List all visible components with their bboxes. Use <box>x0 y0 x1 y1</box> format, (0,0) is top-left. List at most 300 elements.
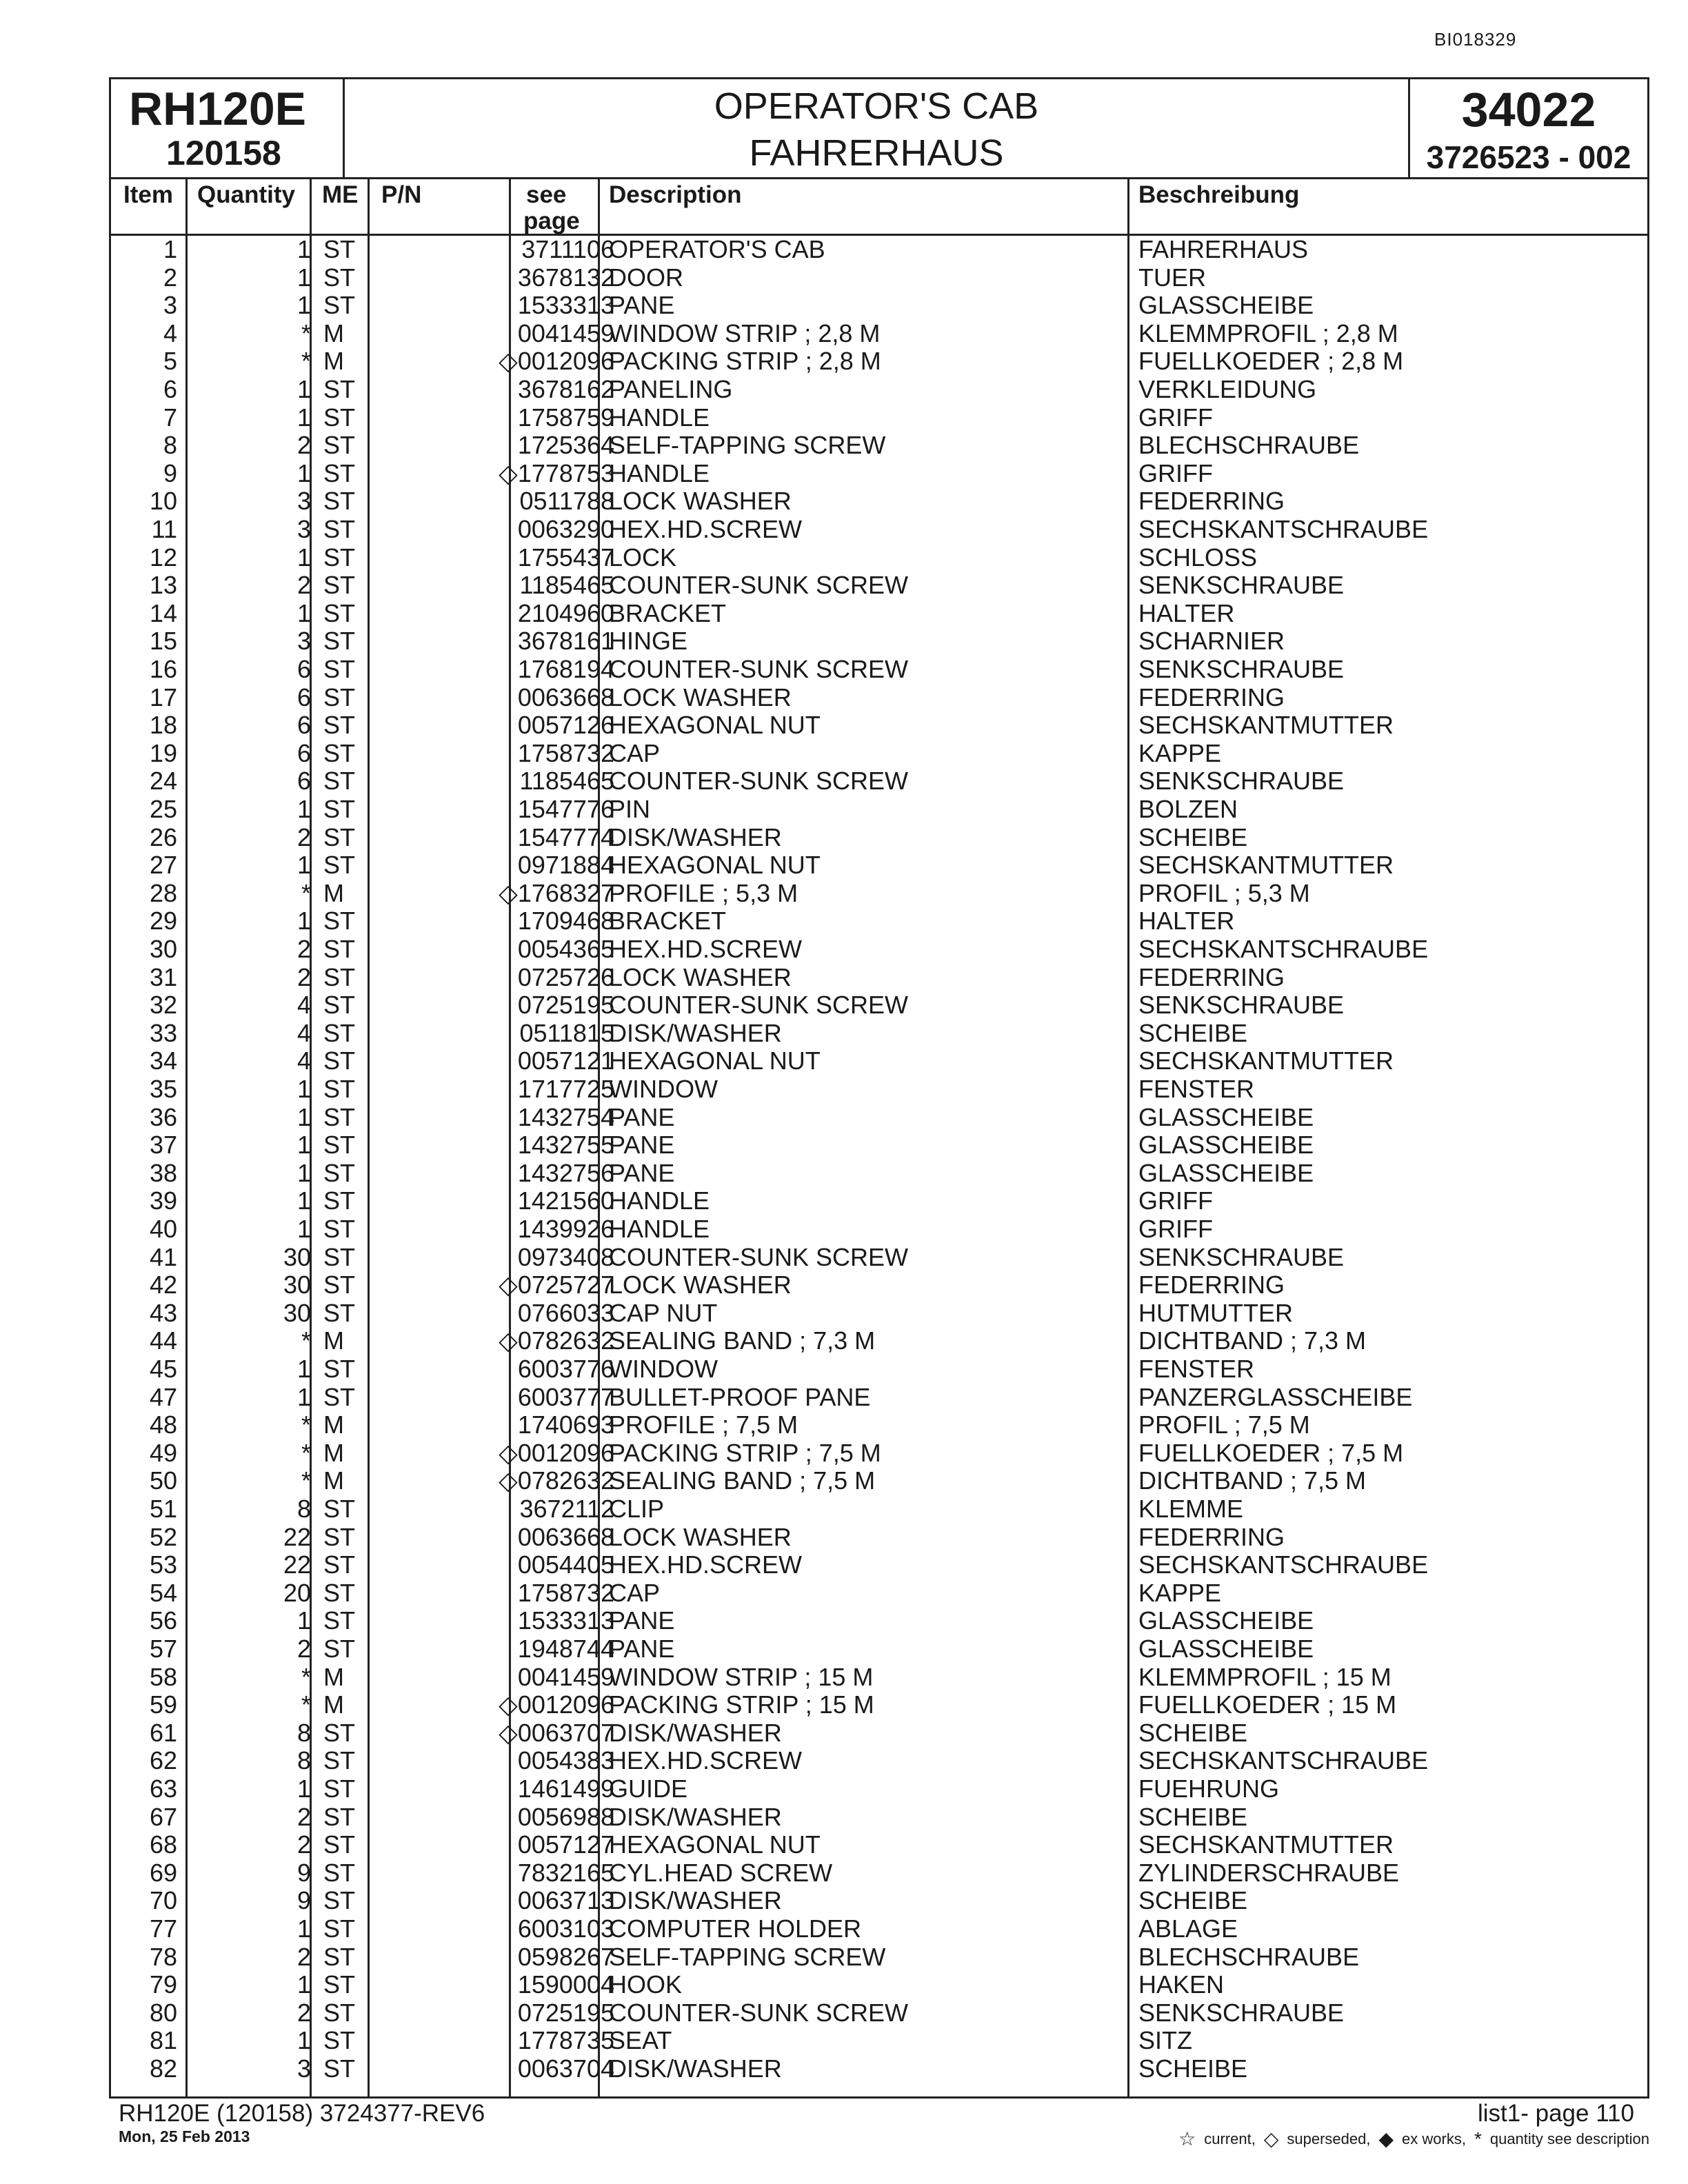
part-number: 1185465 <box>519 571 614 600</box>
quantity: 1 <box>297 403 311 432</box>
unit: M <box>323 878 344 907</box>
beschreibung: GRIFF <box>1138 1186 1213 1215</box>
table-row <box>111 1047 1647 1075</box>
description: PROFILE ; 5,3 M <box>609 878 798 907</box>
beschreibung: HAKEN <box>1138 1970 1225 1999</box>
quantity: 2 <box>297 822 311 851</box>
item-number: 10 <box>149 487 177 516</box>
table-row <box>111 1943 1647 1972</box>
item-number: 54 <box>149 1578 177 1607</box>
part-number: 1717725 <box>517 1075 614 1103</box>
table-row <box>111 1635 1647 1664</box>
quantity: 2 <box>297 1942 311 1971</box>
item-number: 9 <box>163 458 177 487</box>
quantity: 30 <box>283 1298 311 1327</box>
unit: ST <box>323 851 356 880</box>
description: HEXAGONAL NUT <box>609 1830 821 1859</box>
beschreibung: KLEMMPROFIL ; 15 M <box>1138 1662 1391 1691</box>
item-number: 34 <box>149 1046 177 1075</box>
item-number: 38 <box>149 1158 177 1187</box>
table-row <box>111 347 1647 376</box>
part-number: 1547776 <box>517 795 614 823</box>
beschreibung: SENKSCHRAUBE <box>1138 767 1345 796</box>
part-number: ◇0012096 <box>499 347 614 376</box>
star-outline-icon: ☆ <box>1178 2128 1196 2150</box>
table-row <box>111 1495 1647 1524</box>
item-number: 2 <box>163 263 177 292</box>
beschreibung: PROFIL ; 7,5 M <box>1138 1410 1310 1439</box>
unit: ST <box>323 1522 356 1551</box>
unit: ST <box>323 1718 356 1747</box>
unit: ST <box>323 598 356 627</box>
description: PANE <box>609 1158 675 1187</box>
beschreibung: FEDERRING <box>1138 487 1285 516</box>
description: CAP <box>609 738 661 767</box>
item-number: 32 <box>149 991 177 1020</box>
quantity: * <box>301 1466 311 1495</box>
item-number: 52 <box>149 1522 177 1551</box>
beschreibung: GLASSCHEIBE <box>1138 1131 1314 1160</box>
part-number: 1590004 <box>517 1970 614 1999</box>
part-number: 0054365 <box>517 935 614 963</box>
part-number: 0041459 <box>517 1662 614 1691</box>
unit: ST <box>323 907 356 936</box>
quantity: 20 <box>283 1578 311 1607</box>
unit: ST <box>323 682 356 711</box>
quantity: 1 <box>297 2026 311 2055</box>
beschreibung: SCHEIBE <box>1138 822 1248 851</box>
beschreibung: SCHEIBE <box>1138 1718 1248 1747</box>
beschreibung: TUER <box>1138 263 1206 292</box>
description: CAP <box>609 1578 661 1607</box>
part-number: 0041459 <box>517 318 614 347</box>
item-number: 17 <box>149 682 177 711</box>
beschreibung: FEDERRING <box>1138 1271 1285 1300</box>
table-row <box>111 292 1647 320</box>
part-number: 3678162 <box>517 375 614 403</box>
table-row <box>111 964 1647 992</box>
description: SELF-TAPPING SCREW <box>609 431 886 460</box>
unit: ST <box>323 235 356 263</box>
part-number: 0063290 <box>517 515 614 543</box>
column-header-me: ME <box>322 181 359 208</box>
beschreibung: ABLAGE <box>1138 1914 1238 1943</box>
beschreibung: KLEMME <box>1138 1495 1244 1523</box>
item-number: 79 <box>149 1970 177 1999</box>
part-number: 0057121 <box>517 1046 614 1075</box>
unit: M <box>323 1690 344 1719</box>
unit: ST <box>323 711 356 740</box>
item-number: 7 <box>163 403 177 432</box>
table-row <box>111 1999 1647 2028</box>
part-number: ◇0782632 <box>499 1466 614 1495</box>
table-row <box>111 516 1647 544</box>
description: HEX.HD.SCREW <box>609 1746 803 1775</box>
table-row <box>111 1719 1647 1748</box>
quantity: 1 <box>297 1186 311 1215</box>
beschreibung: SCHLOSS <box>1138 543 1258 572</box>
item-number: 63 <box>149 1775 177 1803</box>
description: DISK/WASHER <box>609 1018 782 1047</box>
beschreibung: DICHTBAND ; 7,5 M <box>1138 1466 1367 1495</box>
part-number: 0725195 <box>517 1998 614 2027</box>
item-number: 13 <box>149 571 177 600</box>
table-row <box>111 851 1647 880</box>
beschreibung: SECHSKANTSCHRAUBE <box>1138 1746 1429 1775</box>
beschreibung: FUELLKOEDER ; 2,8 M <box>1138 347 1404 376</box>
quantity: 3 <box>297 515 311 543</box>
quantity: 30 <box>283 1271 311 1300</box>
column-header-pn: P/N <box>381 181 422 208</box>
table-row <box>111 1971 1647 1999</box>
item-number: 82 <box>149 2054 177 2083</box>
item-number: 16 <box>149 655 177 683</box>
table-row <box>111 1524 1647 1552</box>
beschreibung: GLASSCHEIBE <box>1138 1158 1314 1187</box>
item-number: 62 <box>149 1746 177 1775</box>
description: HANDLE <box>609 1215 710 1243</box>
unit: ST <box>323 1495 356 1523</box>
quantity: 1 <box>297 851 311 880</box>
header-block <box>111 79 1647 179</box>
quantity: 1 <box>297 375 311 403</box>
description: HOOK <box>609 1970 683 1999</box>
beschreibung: SCHEIBE <box>1138 1802 1248 1831</box>
beschreibung: HALTER <box>1138 598 1235 627</box>
beschreibung: KAPPE <box>1138 1578 1222 1607</box>
group-number: 34022 <box>1461 83 1596 136</box>
quantity: * <box>301 1410 311 1439</box>
footer-date: Mon, 25 Feb 2013 <box>119 2127 250 2145</box>
unit: M <box>323 1410 344 1439</box>
description: DISK/WASHER <box>609 1718 782 1747</box>
table-row <box>111 1215 1647 1244</box>
quantity: 9 <box>297 1858 311 1887</box>
part-number: ◇0782632 <box>499 1326 614 1355</box>
description: DISK/WASHER <box>609 1886 782 1915</box>
table-row <box>111 1887 1647 1915</box>
serial-number: 120158 <box>166 134 281 172</box>
description: LOCK WASHER <box>609 487 792 516</box>
unit: ST <box>323 2026 356 2055</box>
footer-page: list1- page 110 <box>1477 2100 1634 2127</box>
part-number: 1432754 <box>517 1102 614 1131</box>
part-number: ◇0063707 <box>499 1718 614 1747</box>
description: BRACKET <box>609 598 727 627</box>
description: HEXAGONAL NUT <box>609 1046 821 1075</box>
table-row <box>111 907 1647 936</box>
item-number: 18 <box>149 711 177 740</box>
part-number: 3672112 <box>519 1495 614 1523</box>
part-number: 1533313 <box>517 1606 614 1635</box>
table-row <box>111 1664 1647 1692</box>
column-header-page: page <box>523 208 580 234</box>
table-row <box>111 656 1647 684</box>
description: CLIP <box>609 1495 665 1523</box>
description: DISK/WASHER <box>609 822 782 851</box>
beschreibung: GLASSCHEIBE <box>1138 1102 1314 1131</box>
beschreibung: FUELLKOEDER ; 7,5 M <box>1138 1438 1404 1467</box>
table-row <box>111 600 1647 628</box>
quantity: 1 <box>297 1970 311 1999</box>
beschreibung: KLEMMPROFIL ; 2,8 M <box>1138 318 1398 347</box>
part-number: 0973408 <box>517 1242 614 1271</box>
description: SEALING BAND ; 7,3 M <box>609 1326 876 1355</box>
unit: ST <box>323 1215 356 1243</box>
part-number: 6003777 <box>517 1382 614 1411</box>
description: DOOR <box>609 263 683 292</box>
part-number: 1432756 <box>517 1158 614 1187</box>
table-row <box>111 1075 1647 1104</box>
table-row <box>111 824 1647 852</box>
part-number: 0056988 <box>517 1802 614 1831</box>
table-row <box>111 740 1647 768</box>
part-number: 3711106 <box>521 235 614 263</box>
item-number: 59 <box>149 1690 177 1719</box>
unit: M <box>323 347 344 376</box>
part-number: ◇0725727 <box>499 1271 614 1300</box>
item-number: 5 <box>163 347 177 376</box>
beschreibung: FEDERRING <box>1138 682 1285 711</box>
unit: ST <box>323 795 356 823</box>
quantity: 1 <box>297 291 311 320</box>
beschreibung: SECHSKANTMUTTER <box>1138 1046 1394 1075</box>
item-number: 58 <box>149 1662 177 1691</box>
part-number: 0057126 <box>517 711 614 740</box>
beschreibung: FEDERRING <box>1138 962 1285 991</box>
model-name: RH120E <box>129 83 307 135</box>
item-number: 3 <box>163 291 177 320</box>
item-number: 14 <box>149 598 177 627</box>
part-number: 0725195 <box>517 991 614 1020</box>
beschreibung: SITZ <box>1138 2026 1192 2055</box>
table-row <box>111 1551 1647 1579</box>
beschreibung: GRIFF <box>1138 458 1213 487</box>
beschreibung: HALTER <box>1138 907 1235 936</box>
beschreibung: SECHSKANTSCHRAUBE <box>1138 515 1429 543</box>
quantity: 2 <box>297 1830 311 1859</box>
quantity: 2 <box>297 962 311 991</box>
item-number: 28 <box>149 878 177 907</box>
beschreibung: BLECHSCHRAUBE <box>1138 1942 1360 1971</box>
quantity: 8 <box>297 1746 311 1775</box>
item-number: 57 <box>149 1635 177 1663</box>
description: HEX.HD.SCREW <box>609 1550 803 1579</box>
column-header-see: see <box>526 181 567 208</box>
beschreibung: FAHRERHAUS <box>1138 235 1309 263</box>
title-english: OPERATOR'S CAB <box>714 85 1039 127</box>
unit: ST <box>323 1271 356 1300</box>
unit: ST <box>323 738 356 767</box>
description: CYL.HEAD SCREW <box>609 1858 833 1887</box>
part-number: 0057127 <box>517 1830 614 1859</box>
item-number: 27 <box>149 851 177 880</box>
quantity: 1 <box>297 1158 311 1187</box>
description: HANDLE <box>609 458 710 487</box>
unit: ST <box>323 1046 356 1075</box>
beschreibung: SECHSKANTMUTTER <box>1138 1830 1394 1859</box>
unit: ST <box>323 431 356 460</box>
description: LOCK <box>609 543 677 572</box>
description: SEAT <box>609 2026 672 2055</box>
item-number: 43 <box>149 1298 177 1327</box>
parts-list-frame <box>109 77 1649 2099</box>
quantity: 6 <box>297 682 311 711</box>
part-number: 1778735 <box>517 2026 614 2055</box>
column-header-item: Item <box>123 181 173 208</box>
item-number: 47 <box>149 1382 177 1411</box>
part-number: 6003776 <box>517 1355 614 1383</box>
unit: ST <box>323 655 356 683</box>
beschreibung: SECHSKANTSCHRAUBE <box>1138 1550 1429 1579</box>
table-row <box>111 1187 1647 1215</box>
table-row <box>111 1467 1647 1495</box>
beschreibung: SENKSCHRAUBE <box>1138 571 1345 600</box>
unit: ST <box>323 1858 356 1887</box>
description: PANE <box>609 1131 675 1160</box>
quantity: 8 <box>297 1495 311 1523</box>
description: LOCK WASHER <box>609 962 792 991</box>
table-row <box>111 2027 1647 2055</box>
item-number: 53 <box>149 1550 177 1579</box>
quantity: 4 <box>297 1018 311 1047</box>
item-number: 35 <box>149 1075 177 1103</box>
unit: M <box>323 1438 344 1467</box>
item-number: 50 <box>149 1466 177 1495</box>
beschreibung: SCHEIBE <box>1138 2054 1248 2083</box>
unit: ST <box>323 2054 356 2083</box>
model-cell <box>111 79 345 177</box>
quantity: 3 <box>297 487 311 516</box>
footer-legend <box>1178 2127 1649 2150</box>
quantity: 4 <box>297 991 311 1020</box>
beschreibung: FEDERRING <box>1138 1522 1285 1551</box>
item-number: 69 <box>149 1858 177 1887</box>
description: PANE <box>609 291 675 320</box>
beschreibung: DICHTBAND ; 7,3 M <box>1138 1326 1367 1355</box>
description: COUNTER-SUNK SCREW <box>609 1242 909 1271</box>
beschreibung: ZYLINDERSCHRAUBE <box>1138 1858 1400 1887</box>
description: HEXAGONAL NUT <box>609 711 821 740</box>
document-id: BI018329 <box>1434 29 1517 50</box>
beschreibung: GRIFF <box>1138 403 1213 432</box>
unit: ST <box>323 1802 356 1831</box>
item-number: 24 <box>149 767 177 796</box>
part-number: 0598267 <box>517 1942 614 1971</box>
table-row <box>111 767 1647 796</box>
document-number: 3726523 - 002 <box>1426 139 1631 175</box>
legend-text: ex works, <box>1402 2130 1466 2147</box>
description: OPERATOR'S CAB <box>609 235 825 263</box>
asterisk-icon: * <box>1474 2127 1482 2150</box>
unit: ST <box>323 1382 356 1411</box>
item-number: 1 <box>163 235 177 263</box>
item-number: 41 <box>149 1242 177 1271</box>
quantity: 2 <box>297 1998 311 2027</box>
quantity: 1 <box>297 1382 311 1411</box>
beschreibung: SCHARNIER <box>1138 627 1285 656</box>
quantity: 1 <box>297 907 311 936</box>
table-row <box>111 1020 1647 1048</box>
unit: ST <box>323 458 356 487</box>
item-number: 29 <box>149 907 177 936</box>
item-number: 33 <box>149 1018 177 1047</box>
quantity: 1 <box>297 1355 311 1383</box>
page-number-cell <box>1408 79 1647 177</box>
table-row <box>111 572 1647 600</box>
diamond-filled-icon: ◆ <box>1378 2128 1394 2150</box>
table-row <box>111 1104 1647 1132</box>
item-number: 8 <box>163 431 177 460</box>
item-number: 49 <box>149 1438 177 1467</box>
unit: ST <box>323 962 356 991</box>
item-number: 12 <box>149 543 177 572</box>
item-number: 6 <box>163 375 177 403</box>
unit: ST <box>323 1942 356 1971</box>
part-number: 1432755 <box>517 1131 614 1160</box>
part-number: 1948744 <box>517 1635 614 1663</box>
beschreibung: FUEHRUNG <box>1138 1775 1279 1803</box>
part-number: 1533313 <box>517 291 614 320</box>
part-number: 0063704 <box>517 2054 614 2083</box>
legend-text: quantity see description <box>1489 2130 1649 2147</box>
part-number: 1758759 <box>517 403 614 432</box>
title-cell <box>345 79 1408 177</box>
quantity: 1 <box>297 1215 311 1243</box>
part-number: 1768194 <box>517 655 614 683</box>
item-number: 44 <box>149 1326 177 1355</box>
part-number: 1725364 <box>517 431 614 460</box>
unit: ST <box>323 1998 356 2027</box>
beschreibung: HUTMUTTER <box>1138 1298 1293 1327</box>
column-header-quantity: Quantity <box>197 181 295 208</box>
beschreibung: SECHSKANTMUTTER <box>1138 851 1394 880</box>
description: PROFILE ; 7,5 M <box>609 1410 798 1439</box>
item-number: 68 <box>149 1830 177 1859</box>
part-number: 1758732 <box>517 738 614 767</box>
beschreibung: GLASSCHEIBE <box>1138 291 1314 320</box>
quantity: 22 <box>283 1550 311 1579</box>
quantity: 4 <box>297 1046 311 1075</box>
unit: ST <box>323 291 356 320</box>
quantity: 9 <box>297 1886 311 1915</box>
unit: ST <box>323 571 356 600</box>
table-row <box>111 487 1647 516</box>
table-row <box>111 1300 1647 1328</box>
item-number: 78 <box>149 1942 177 1971</box>
table-row <box>111 1915 1647 1943</box>
table-row <box>111 796 1647 824</box>
quantity: 1 <box>297 1102 311 1131</box>
table-row <box>111 320 1647 348</box>
table-row <box>111 1244 1647 1272</box>
description: HEX.HD.SCREW <box>609 515 803 543</box>
table-row <box>111 404 1647 432</box>
table-row <box>111 1803 1647 1832</box>
quantity: 2 <box>297 571 311 600</box>
description: WINDOW <box>609 1075 718 1103</box>
quantity: 8 <box>297 1718 311 1747</box>
beschreibung: SENKSCHRAUBE <box>1138 1242 1345 1271</box>
column-header-description: Description <box>609 181 742 208</box>
description: PANE <box>609 1102 675 1131</box>
beschreibung: VERKLEIDUNG <box>1138 375 1317 403</box>
quantity: 3 <box>297 627 311 656</box>
beschreibung: SECHSKANTMUTTER <box>1138 711 1394 740</box>
title-german: FAHRERHAUS <box>749 132 1004 174</box>
table-row <box>111 1831 1647 1859</box>
item-number: 77 <box>149 1914 177 1943</box>
